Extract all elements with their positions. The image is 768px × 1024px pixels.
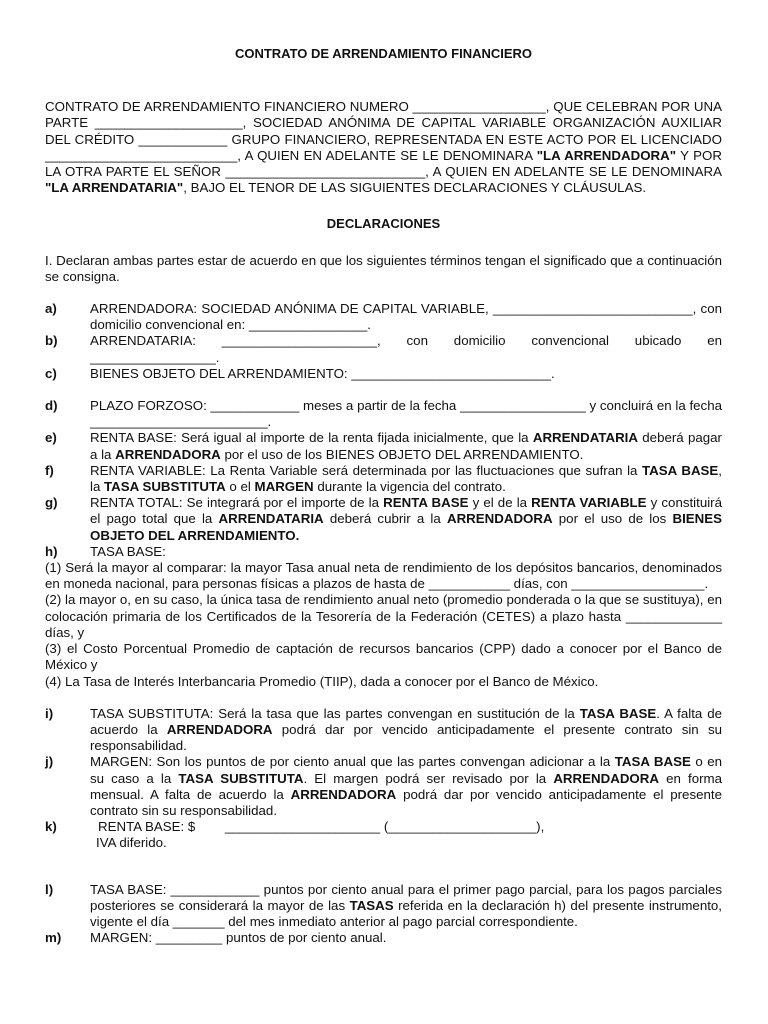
item-text <box>90 495 722 544</box>
item-text <box>90 430 722 462</box>
text-run: , la <box>90 462 722 495</box>
item-d <box>45 398 722 430</box>
bold-run: TASA SUBSTITUTA <box>104 479 226 495</box>
item-g <box>45 495 722 544</box>
bold-run: TASA SUBSTITUTA <box>178 770 304 786</box>
item-m <box>45 930 722 946</box>
text-run: o el <box>225 479 255 495</box>
bold-run: ARRENDATARIA <box>532 430 638 446</box>
item-label: j) <box>45 754 54 770</box>
item-label: f) <box>45 462 54 478</box>
item-label: e) <box>45 430 57 446</box>
bold-run: ARRENDATARIA <box>218 511 324 527</box>
iva-line: IVA diferido. <box>96 835 167 851</box>
tasa-base-option-3: (3) el Costo Porcentual Promedio de captación de recursos bancarios (CPP) dado a conocer por el Banco de México y <box>45 641 722 673</box>
text-run: por el uso de los BIENES OBJETO DEL ARRENDAMIENTO. <box>220 446 584 462</box>
intro-bold-arrendataria: "LA ARRENDATARIA" <box>45 180 184 196</box>
text-run: o en su caso a la <box>90 754 722 786</box>
bold-run: TASA BASE <box>642 462 719 478</box>
item-h <box>45 544 722 560</box>
spacer <box>45 382 722 398</box>
item-text: PLAZO FORZOSO: ____________ meses a partir de la fecha _________________ y concluirá en la fecha ________________________. <box>90 398 722 430</box>
text-run: por el uso de los <box>552 511 673 527</box>
item-label: b) <box>45 333 58 349</box>
bold-run: TASA BASE <box>614 754 691 770</box>
item-label: m) <box>45 930 62 946</box>
declaracion-i: I. Declaran ambas partes estar de acuerdo en que los siguientes términos tengan el significado que a continuación se consigna. <box>45 252 722 284</box>
text-run: . El margen podrá ser revisado por la <box>303 770 554 786</box>
item-l <box>45 882 722 931</box>
item-label: k) <box>45 819 57 835</box>
bold-run: ARRENDADORA <box>290 786 397 802</box>
bold-run: RENTA BASE <box>383 495 469 511</box>
text-run: durante la vigencia del contrato. <box>313 479 506 495</box>
item-j <box>45 754 722 819</box>
intro-text-2: Y POR LA OTRA PARTE EL SEÑOR ___________________________, A QUIEN EN ADELANTE SE LE DENOMINARA <box>45 147 722 180</box>
bold-run: ARRENDADORA <box>553 770 659 786</box>
bold-run: MARGEN <box>254 479 314 495</box>
item-i <box>45 706 722 755</box>
text-run: y constituirá el pago total que la <box>90 495 722 527</box>
bold-run: ARRENDADORA <box>446 511 553 527</box>
item-text: ARRENDATARIA: _____________________, con domicilio convencional ubicado en _________________. <box>90 333 722 365</box>
item-text <box>90 706 722 755</box>
text-run: TASA BASE: ____________ puntos por ciento anual para el primer pago parcial, para los pagos parciales posteriores se considerará la mayor de las <box>90 881 722 913</box>
text-run: referida en la declaración h) del presente instrumento, vigente el día _______ del mes inmediato anterior al pago parcial correspondiente. <box>90 897 722 929</box>
tasa-base-option-1: (1) Será la mayor al comparar: la mayor Tasa anual neta de rendimiento de los depósitos bancarios, denominados en moneda nacional, para personas físicas a plazos de hasta de ___________ días, con __________________. <box>45 560 722 592</box>
text-run: y el de la <box>468 495 532 511</box>
item-a <box>45 301 722 333</box>
item-label: h) <box>45 543 58 559</box>
bold-run: ARRENDADORA <box>115 446 221 462</box>
item-label: c) <box>45 365 57 381</box>
item-text <box>90 819 722 851</box>
bold-run: RENTA VARIABLE <box>531 495 647 511</box>
item-text <box>90 754 722 819</box>
text-run: podrá dar por vencido anticipadamente el presente contrato sin su responsabilidad. <box>90 721 722 754</box>
text-run: RENTA VARIABLE: La Renta Variable será determinada por las fluctuaciones que sufran la <box>90 462 643 478</box>
spacer <box>45 690 722 706</box>
item-label: d) <box>45 398 58 414</box>
item-text: BIENES OBJETO DEL ARRENDAMIENTO: ___________________________. <box>90 365 555 381</box>
tasa-base-option-2: (2) la mayor o, en su caso, la única tasa de rendimiento anual neto (promedio ponderada o la que se sustituya), en colocación primaria de los Certificados de la Tesorería de la Federación (CETES) a plazo hasta _____________ días, y <box>45 592 722 640</box>
text-run: deberá cubrir a la <box>323 511 447 527</box>
item-k <box>45 819 722 851</box>
text-run: deberá pagar a la <box>90 430 722 462</box>
bold-run: TASA BASE <box>579 705 657 721</box>
intro-paragraph <box>45 99 722 196</box>
text-run: MARGEN: Son los puntos de por ciento anual que las partes convengan adicionar a la <box>90 754 615 770</box>
item-text <box>90 882 722 931</box>
text-run: RENTA TOTAL: Se integrará por el importe de la <box>90 495 384 511</box>
item-label: i) <box>45 705 54 721</box>
intro-text-3: , BAJO EL TENOR DE LAS SIGUIENTES DECLARACIONES Y CLÁUSULAS. <box>183 180 647 196</box>
item-text: ARRENDADORA: SOCIEDAD ANÓNIMA DE CAPITAL VARIABLE, ___________________________, con domicilio convencional en: ________________. <box>90 301 722 333</box>
spacer <box>45 852 722 882</box>
item-text: TASA BASE: <box>90 543 166 559</box>
bold-run: TASAS <box>349 897 394 913</box>
definitions-list <box>45 301 722 946</box>
item-c <box>45 366 722 382</box>
item-b <box>45 333 722 365</box>
bold-run: BIENES OBJETO DEL ARRENDAMIENTO. <box>90 511 723 543</box>
item-label: l) <box>45 881 54 897</box>
intro-bold-arrendadora: "LA ARRENDADORA" <box>536 147 677 163</box>
item-text: MARGEN: _________ puntos de por ciento anual. <box>90 930 387 946</box>
document-title: CONTRATO DE ARRENDAMIENTO FINANCIERO <box>234 46 533 61</box>
bold-run: ARRENDADORA <box>166 721 273 737</box>
text-run: TASA SUBSTITUTA: Será la tasa que las partes convengan en sustitución de la <box>90 705 580 721</box>
item-text <box>90 463 722 495</box>
intro-text-1: CONTRATO DE ARRENDAMIENTO FINANCIERO NUMERO __________________, QUE CELEBRAN POR UNA PARTE ____________________, SOCIEDAD ANÓNIMA DE CAPITAL VARIABLE ORGANIZACIÓN AUXILIAR DEL CRÉDITO ____________ GRUPO FINANCIERO, REPRESENTADA EN ESTE ACTO POR EL LICENCIADO __________________________, A QUIEN EN ADELANTE SE LE DENOMINARA <box>45 99 722 163</box>
document-page <box>45 46 722 946</box>
text-run: . A falta de acuerdo la <box>90 705 722 737</box>
renta-base-line: RENTA BASE: $ _____________________ (____________________), <box>98 819 545 835</box>
item-e <box>45 430 722 462</box>
text-run: RENTA BASE: Será igual al importe de la renta fijada inicialmente, que la <box>90 430 533 446</box>
declaraciones-heading: DECLARACIONES <box>326 216 441 232</box>
item-label: a) <box>45 301 57 317</box>
text-run: podrá dar por vencido anticipadamente el presente contrato sin su responsabilidad. <box>90 786 722 818</box>
item-label: g) <box>45 495 58 511</box>
tasa-base-option-4: (4) La Tasa de Interés Interbancaria Promedio (TIIP), dada a conocer por el Banco de México. <box>45 673 599 689</box>
text-run: en forma mensual. A falta de acuerdo la <box>90 770 722 802</box>
item-f <box>45 463 722 495</box>
